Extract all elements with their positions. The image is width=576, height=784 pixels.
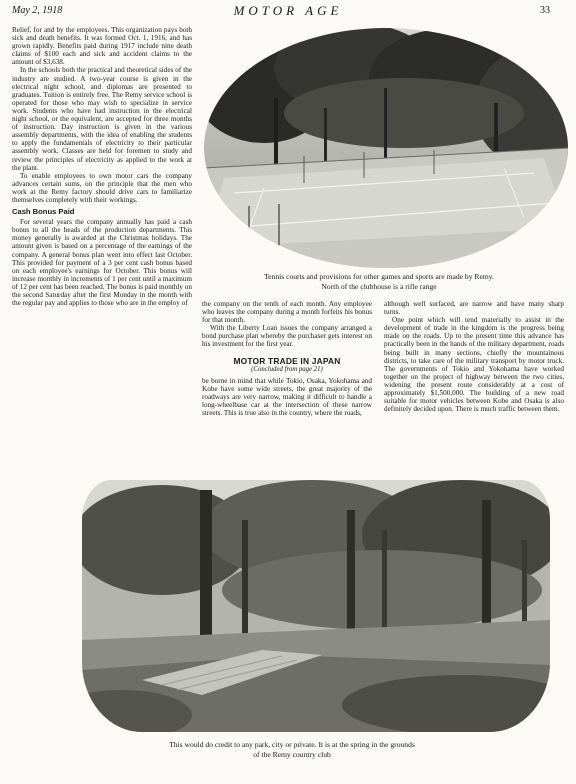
paragraph: One point which will tend materially to assist in the development of trade in the kingdom is the progress being made on the roads. Up to the present time this advance has practically been in the hands of the military department, roads being built in many sections, chiefly the mountainous districts, to take care of the military transport by motor truck. The governments of Tokio and Yokohama have worked together on the project of highway between the two cities, widening the present route considerably at a cost of approximately $1,500,000. The building of a new road suitable for motor vehicles between Kobe and Osaka is also definitely decided upon. There is much traffic between them. [384,316,564,414]
subheading-cash-bonus: Cash Bonus Paid [12,207,75,217]
spring-park-photo [82,480,550,732]
column-right [384,300,564,476]
spring-park-image [82,480,550,732]
paragraph: the company on the tenth of each month. Any employee who leaves the company during a month forfeits his bonus for that month. [202,300,372,325]
column-middle [202,300,372,476]
spring-park-caption: This would do credit to any park, city or private. It is at the spring in the grounds of the Remy country club [169,740,415,759]
page-number: 33 [540,5,550,16]
paragraph: With the Liberty Loan issues the company arranged a bond purchase plan whereby the purchaser gets interest on his investment for the first year. [202,324,372,349]
paragraph: In the schools both the practical and theoretical sides of the industry are studied. A two-year course is given in the electrical night school, and diplomas are presented to graduates. Tuition is entirely free. The Remy service school is operated for those who may wish to specialize in service work. Students who have had instruction in the electrical night school, or the equivalent, are accepted for three months of instruction. Day instruction is given in the various assembly departments, with the idea of enabling the students to apply the fundamentals of electricity to their particular assembly work. Classes are held for foremen to study and review the principles of electricity as applied to the work at the plant. [12,66,192,172]
section-title-motor-trade-japan: MOTOR TRADE IN JAPAN [233,355,341,366]
paragraph: For several years the company annually has paid a cash bonus to all the heads of the production departments. This money generally is awarded at the Christmas holidays. The amount given is based on a percentage of the earnings of the company. A general bonus plan went into effect last October. This provided for payment of a 3 per cent cash bonus based on each employee's earnings for October. This bonus will increase monthly in increments of 1 per cent until a maximum of 12 per cent has been reached. The bonus is paid monthly on the second Saturday after the first Monday in the month with the regular pay and applies to those who are in the employ of [12,218,192,308]
continuation-note: (Concluded from page 21) [251,365,323,373]
header-date: May 2, 1918 [12,5,63,16]
paragraph: To enable employees to own motor cars the company advances certain sums, on the principle that the men who work at the Remy factory should drive cars to familiarize themselves completely with their workings. [12,171,192,204]
column-left [12,26,192,476]
tennis-courts-caption: Tennis courts and provisions for other games and sports are made by Remy. North of the clubhouse is a rifle range [264,272,494,291]
tennis-courts-photo [204,28,568,268]
paragraph: although well surfaced, are narrow and have many sharp turns. [384,300,564,317]
paragraph: be borne in mind that while Tokio, Osaka, Yokohama and Kobe have some wide streets, the great majority of the roadways are very narrow, making it difficult to handle a long-wheelbase car at the intersection of these narrow streets. This is true also in the country, where the roads, [202,376,372,418]
paragraph: Relief, for and by the employees. This organization pays both sick and death benefits. It was formed Oct. 1, 1916, and has grown rapidly. Benefits paid during 1917 include nine death claims of $100 each and sick and accident claims to the amount of $3,638. [12,26,192,67]
tennis-courts-image [204,28,568,268]
magazine-title: MOTOR AGE [233,3,343,18]
